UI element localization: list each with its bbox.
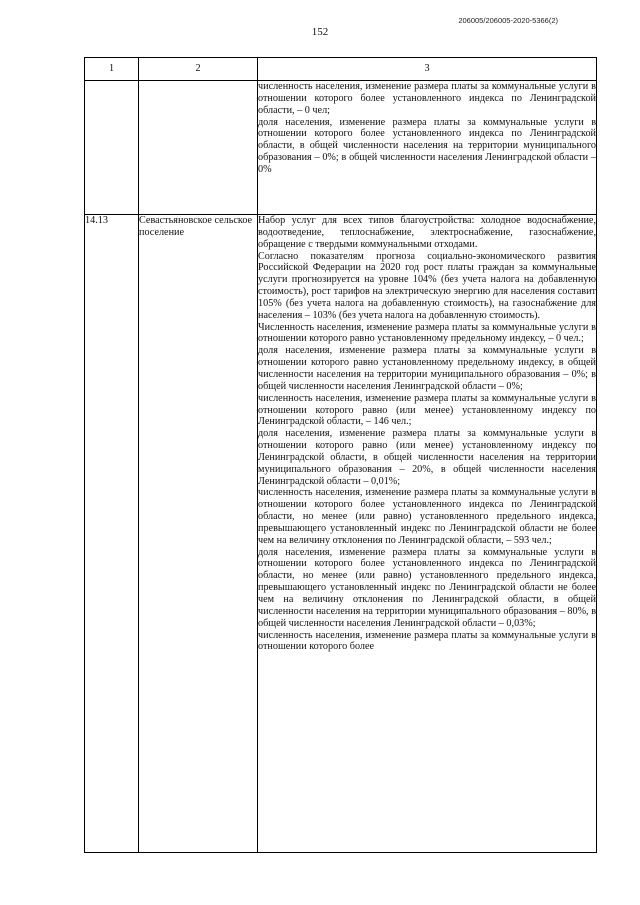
table-row <box>85 215 597 853</box>
paragraph: доля населения, изменение размера платы за коммунальные услуги в отношении которого равно установленному предельному индексу, в общей численности населения на территории муниципального образования – 0%; в общей численности населения Ленинградской области – 0%; <box>258 345 596 392</box>
paragraph: численность населения, изменение размера платы за коммунальные услуги в отношении которого более установленного индекса по Ленинградской области, – 0 чел; <box>258 81 596 116</box>
settlement-name: Севастьяновское сельское поселение <box>139 215 258 853</box>
paragraph: Численность населения, изменение размера платы за коммунальные услуги в отношении которого равно установленному предельному индексу, – 0 чел.; <box>258 321 596 345</box>
paragraph: Согласно показателям прогноза социально-экономического развития Российской Федерации на 2020 год рост платы граждан за коммунальные услуги прогнозируется на уровне 104% (без учета налога на добавленную стоимость), рост тарифов на электрическую энергию для населения составит 105% (без учета налога на добавленную стоимость), на газоснабжение для населения – 103% (без учета налога на добавленную стоимость). <box>258 250 596 321</box>
column-header: 1 <box>85 58 139 81</box>
paragraph: численность населения, изменение размера платы за коммунальные услуги в отношении которого более установленного индекса по Ленинградской области, но менее (или равно) установленного предельного индекса, превышающего установленный индекс по Ленинградской области не более чем на величину отклонения по Ленинградской области, – 593 чел.; <box>258 487 596 546</box>
row-description <box>258 215 597 853</box>
row-number <box>85 81 139 215</box>
paragraph: Набор услуг для всех типов благоустройства: холодное водоснабжение, водоотведение, теплоснабжение, электроснабжение, газоснабжение, обращение с твердыми коммунальными отходами. <box>258 215 596 250</box>
document-code: 206005/206005-2020-5366(2) <box>458 16 558 25</box>
column-header: 3 <box>258 58 597 81</box>
paragraph: доля населения, изменение размера платы за коммунальные услуги в отношении которого равно (или менее) установленному индексу по Ленинградской области, в общей численности населения на территории муниципального образования – 20%, в общей численности населения Ленинградской области – 0,01%; <box>258 428 596 487</box>
paragraph: доля населения, изменение размера платы за коммунальные услуги в отношении которого более установленного индекса по Ленинградской области, в общей численности населения на территории муниципального образования – 0%; в общей численности населения Ленинградской области – 0% <box>258 116 596 175</box>
column-header: 2 <box>139 58 258 81</box>
table-header-row <box>85 58 597 81</box>
page-number: 152 <box>311 26 329 38</box>
settlement-name <box>139 81 258 215</box>
paragraph: доля населения, изменение размера платы за коммунальные услуги в отношении которого более установленного индекса по Ленинградской области, но менее (или равно) установленного предельного индекса, превышающего установленный индекс по Ленинградской области не более чем на величину отклонения по Ленинградской области, в общей численности населения на территории муниципального образования – 80%, в общей численности населения Ленинградской области – 0,03%; <box>258 546 596 629</box>
row-number: 14.13 <box>85 215 139 853</box>
row-description <box>258 81 597 215</box>
table-row <box>85 81 597 215</box>
data-table <box>84 57 597 853</box>
paragraph: численность населения, изменение размера платы за коммунальные услуги в отношении которого равно (или менее) установленному индексу по Ленинградской области, – 146 чел.; <box>258 392 596 428</box>
paragraph: численность населения, изменение размера платы за коммунальные услуги в отношении которого более <box>258 629 596 653</box>
